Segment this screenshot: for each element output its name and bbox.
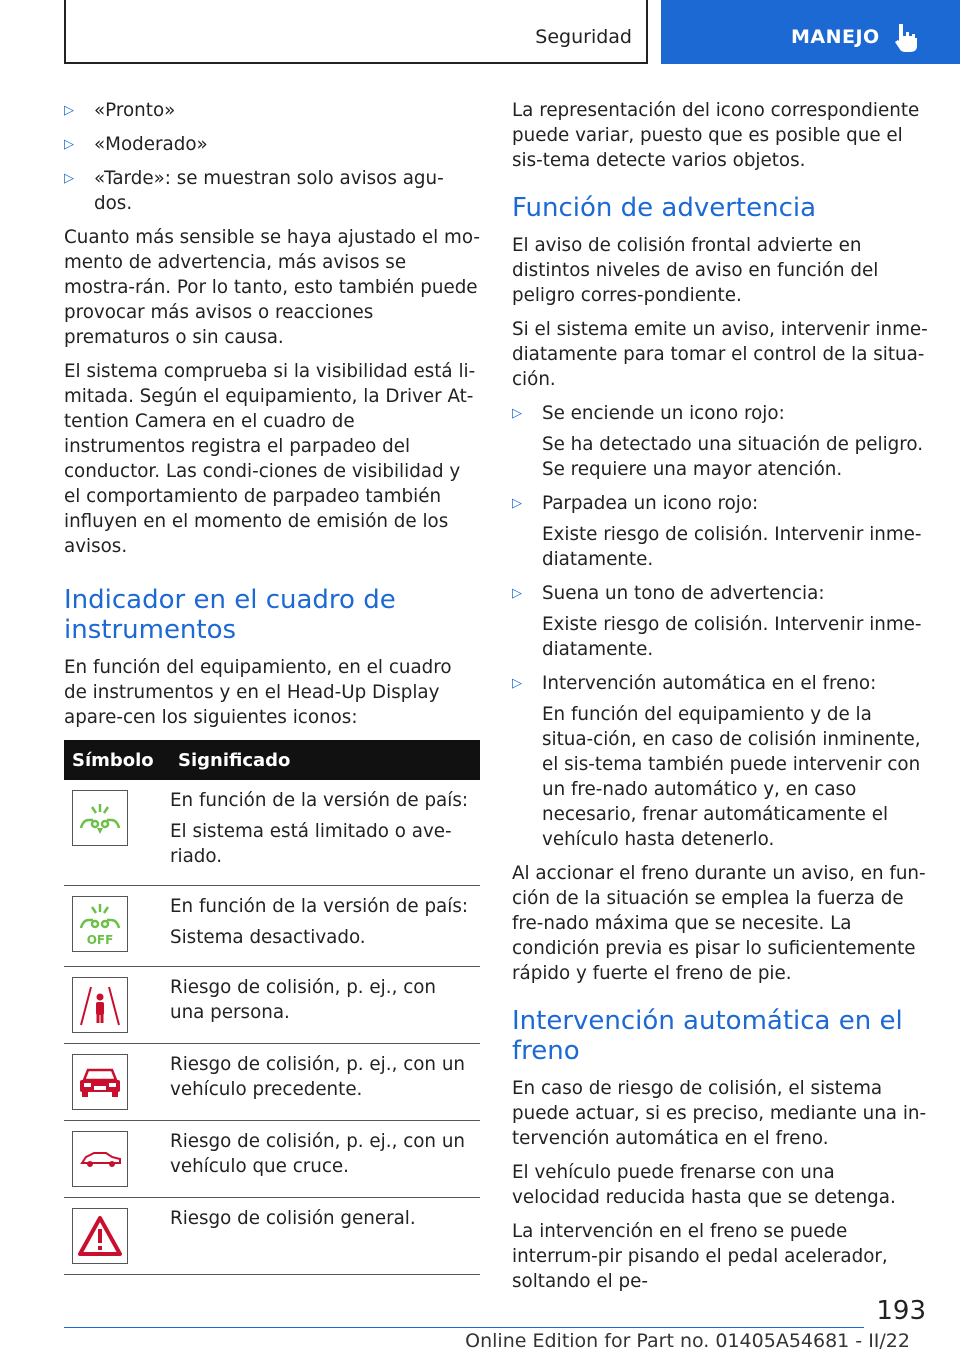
vehicle-ahead-icon xyxy=(76,1064,124,1100)
list-item-detail: Se ha detectado una situación de peligro. Se requiere una mayor atención. xyxy=(542,434,924,480)
off-label: OFF xyxy=(86,933,114,947)
list-item-detail: Existe riesgo de colisión. Intervenir inme-diatamente. xyxy=(542,524,922,570)
list-item xyxy=(64,98,480,123)
header-section-box xyxy=(64,0,648,64)
table-cell-text: Riesgo de colisión, p. ej., con un vehículo precedente. xyxy=(170,1054,465,1100)
list-item xyxy=(512,491,928,572)
right-column xyxy=(512,98,928,1303)
list-item xyxy=(64,166,480,216)
warning-triangle-icon xyxy=(77,1215,123,1257)
section-heading: Función de advertencia xyxy=(512,193,817,223)
collision-warning-off-icon xyxy=(77,902,123,934)
bullet-triangle-icon: ▷ xyxy=(512,586,522,601)
list-item-title: Intervención automática en el freno: xyxy=(542,673,877,694)
table-row xyxy=(64,967,480,1044)
paragraph: El sistema comprueba si la visibilidad está li-mitada. Según el equipamiento, la Driver At-tention Camera en el cuadro de instrumentos registra el parpadeo del conductor. Las condi-ciones de visibilidad y el comportamiento de parpadeo también influyen en el momento de emisión de los avisos. xyxy=(64,361,476,557)
column-header-symbol: Símbolo xyxy=(64,740,170,780)
table-row xyxy=(64,1198,480,1275)
table-row xyxy=(64,886,480,967)
section-heading: Intervención automática en el freno xyxy=(512,1006,903,1066)
table-cell-text: Riesgo de colisión general. xyxy=(170,1208,416,1229)
list-item-text: «Pronto» xyxy=(94,100,176,121)
table-cell-text: En función de la versión de país: xyxy=(170,896,469,917)
header-section-title: Seguridad xyxy=(535,26,632,48)
list-item-text: «Tarde»: se muestran solo avisos agu-dos. xyxy=(94,168,444,214)
paragraph: El vehículo puede frenarse con una velocidad reducida hasta que se detenga. xyxy=(512,1162,896,1208)
section-heading: Indicador en el cuadro de instrumentos xyxy=(64,585,396,645)
list-item-title: Se enciende un icono rojo: xyxy=(542,403,785,424)
table-cell-text: En función de la versión de país: xyxy=(170,790,469,811)
table-cell-text: Riesgo de colisión, p. ej., con un vehículo que cruce. xyxy=(170,1131,465,1177)
symbol-table xyxy=(64,740,480,1275)
footer-edition: Online Edition for Part no. 01405A54681 - II/22 xyxy=(465,1330,910,1352)
bullet-triangle-icon: ▷ xyxy=(64,171,74,186)
table-row xyxy=(64,1044,480,1121)
list-item xyxy=(64,132,480,157)
left-column xyxy=(64,98,480,1275)
person-collision-icon xyxy=(77,983,123,1027)
paragraph: La intervención en el freno se puede interrum-pir pisando el pedal acelerador, soltando el pe- xyxy=(512,1221,888,1292)
paragraph: En caso de riesgo de colisión, el sistema puede actuar, si es preciso, mediante una in-tervención automática en el freno. xyxy=(512,1078,927,1149)
list-item-title: Suena un tono de advertencia: xyxy=(542,583,825,604)
header-chapter-tab xyxy=(661,0,960,64)
steering-hand-icon xyxy=(893,22,923,54)
table-cell-text: Sistema desactivado. xyxy=(170,927,366,948)
table-row xyxy=(64,780,480,886)
table-cell-text: El sistema está limitado o ave-riado. xyxy=(170,821,452,867)
table-row xyxy=(64,1121,480,1198)
bullet-triangle-icon: ▷ xyxy=(512,676,522,691)
paragraph: La representación del icono correspondiente puede variar, puesto que es posible que el sis-tema detecte varios objetos. xyxy=(512,100,920,171)
page-number: 193 xyxy=(876,1296,926,1326)
paragraph: Cuanto más sensible se haya ajustado el mo-mento de advertencia, más avisos se mostra-rán. Por lo tanto, esto también puede provocar más avisos o reacciones prematuros o sin causa. xyxy=(64,227,480,348)
list-item xyxy=(512,401,928,482)
list-item xyxy=(512,581,928,662)
list-item-detail: En función del equipamiento y de la situa-ción, en caso de colisión inminente, el sis-tema también puede intervenir con un fre-nado automático y, en caso necesario, frenar automáticamente el vehículo hasta detenerlo. xyxy=(542,704,921,850)
bullet-triangle-icon: ▷ xyxy=(512,496,522,511)
paragraph: En función del equipamiento, en el cuadro de instrumentos y en el Head-Up Display apare-cen los siguientes iconos: xyxy=(64,657,452,728)
bullet-triangle-icon: ▷ xyxy=(512,406,522,421)
paragraph: Al accionar el freno durante un aviso, en fun-ción de la situación se emplea la fuerza de fre-nado máxima que se necesite. La condición previa es pisar lo suficientemente rápido y fuerte el freno de pie. xyxy=(512,863,926,984)
bullet-triangle-icon: ▷ xyxy=(64,137,74,152)
list-item-title: Parpadea un icono rojo: xyxy=(542,493,759,514)
column-header-meaning: Significado xyxy=(170,740,480,780)
footer-divider xyxy=(64,1327,864,1328)
crossing-vehicle-icon xyxy=(76,1147,124,1171)
paragraph: El aviso de colisión frontal advierte en distintos niveles de aviso en función del peligro corres-pondiente. xyxy=(512,235,879,306)
list-item-detail: Existe riesgo de colisión. Intervenir inme-diatamente. xyxy=(542,614,922,660)
bullet-triangle-icon: ▷ xyxy=(64,103,74,118)
collision-warning-limited-icon xyxy=(77,798,123,838)
paragraph: Si el sistema emite un aviso, intervenir inme-diatamente para tomar el control de la situa-ción. xyxy=(512,319,928,390)
list-item xyxy=(512,671,928,852)
list-item-text: «Moderado» xyxy=(94,134,208,155)
table-cell-text: Riesgo de colisión, p. ej., con una persona. xyxy=(170,977,437,1023)
header-chapter-title: MANEJO xyxy=(791,26,880,48)
